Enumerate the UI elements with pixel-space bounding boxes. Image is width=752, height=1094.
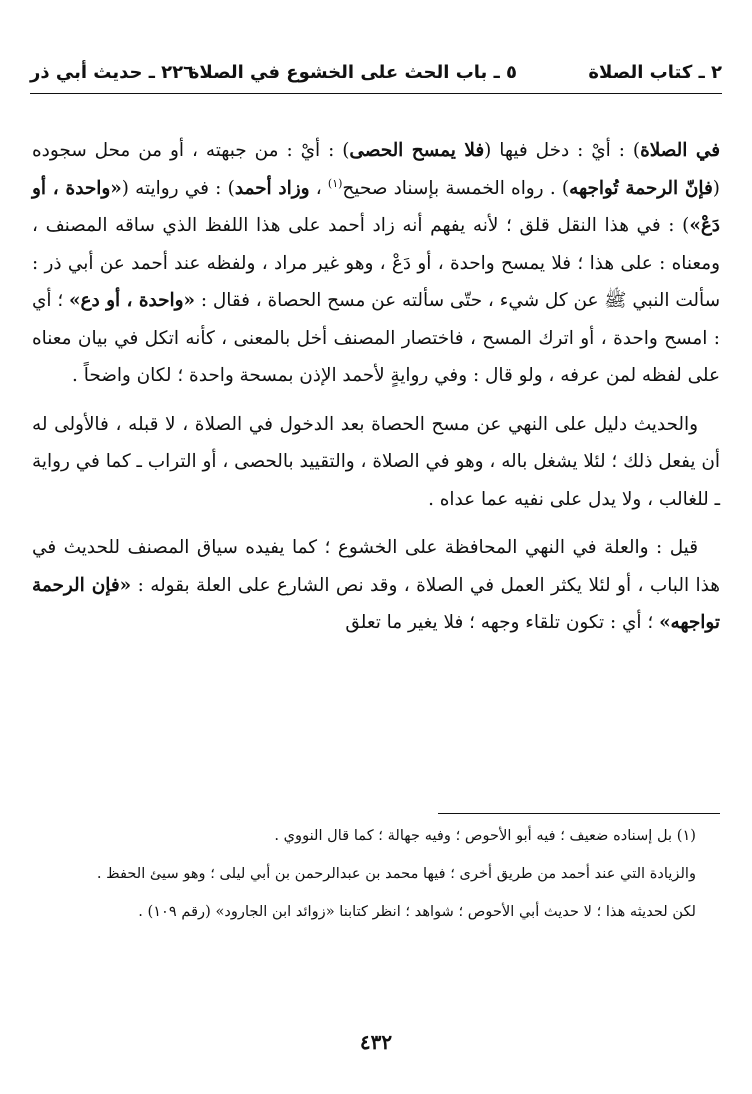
paragraph-1: في الصلاة) : أيْ : دخل فيها (فلا يمسح الحصى) : أيْ : من جبهته ، أو من محل سجوده (فإنّ الرحمة تُواجهه) . رواه الخمسة بإسناد صحيح$^{(١)}$ ، وزاد أحمد) : في روايته («واحدة ، أو دَعْ») : في هذا النقل قلق ؛ لأنه يفهم أنه زاد أحمد على هذا اللفظ الذي ساقه المصنف ، ومعناه : على هذا ؛ فلا يمسح واحدة ، أو دَعْ ، وهو غير مراد ، ولفظه عند أحمد عن أبي ذر : سألت النبي ﷺ عن كل شيء ، حتّى سألته عن مسح الحصاة ، فقال : «واحدة ، أو دع» ؛ أي : امسح واحدة ، أو اترك المسح ، فاختصار المصنف أخل بالمعنى ، كأنه اتكل في بيان معناه على لفظه لمن عرفه ، ولو قال : وفي روايةٍ لأحمد الإذن بمسحة واحدة ؛ لكان واضحاً . [31,140,720,386]
header-book-title: ٢ ـ كتاب الصلاة [588,62,722,83]
header-hadith-title: ٢٢٦ ـ حديث أبي ذر [30,62,195,83]
header-divider [30,93,722,94]
bold-phrase: «واحدة ، أو دع» [69,290,195,311]
bold-phrase: «واحدة ، أو دَعْ» [32,177,720,236]
bold-phrase: «فإن الرحمة تواجهه» [32,574,720,633]
bold-phrase: وزاد أحمد [234,177,310,199]
footnote-marker: (١) [327,176,343,190]
page-number: ٤٣٢ [359,1030,393,1054]
footnotes [32,822,720,926]
paragraph-3: قيل : والعلة في النهي المحافظة على الخشوع ؛ كما يفيده سياق المصنف للحديث في هذا الباب ، أو لئلا يكثر العمل في الصلاة ، وقد نص الشارع على العلة بقوله : «فإن الرحمة تواجهه» ؛ أي : تكون تلقاء وجهه ؛ فلا يغير ما تعلق [32,537,720,633]
paragraph-2: والحديث دليل على النهي عن مسح الحصاة بعد الدخول في الصلاة ، لا قبله ، فالأولى له أن يفعل ذلك ؛ لئلا يشغل باله ، وهو في الصلاة ، والتقييد بالحصى ، أو التراب ـ كما في رواية ـ للغالب ، ولا يدل على نفيه عما عداه . [32,413,720,510]
running-header [30,58,722,94]
bold-phrase: في الصلاة [640,140,720,161]
header-chapter-title: ٥ ـ باب الحث على الخشوع في الصلاة [188,62,517,83]
main-text [32,132,720,642]
footnote-divider [438,813,720,814]
footnote-3: لكن لحديثه هذا ؛ لا حديث أبي الأحوص ؛ شواهد ؛ انظر كتابنا «زوائد ابن الجارود» (رقم ١٠٩) . [138,903,696,920]
footnote-2: والزيادة التي عند أحمد من طريق أخرى ؛ فيها محمد بن عبدالرحمن بن أبي ليلى ؛ وهو سيئ الحفظ . [96,865,696,882]
bold-phrase: فإنّ الرحمة تُواجهه [569,177,713,199]
bold-phrase: فلا يمسح الحصى [349,140,485,161]
footnote-1: (١) بل إسناده ضعيف ؛ فيه أبو الأحوص ؛ وفيه جهالة ؛ كما قال النووي . [274,827,696,844]
